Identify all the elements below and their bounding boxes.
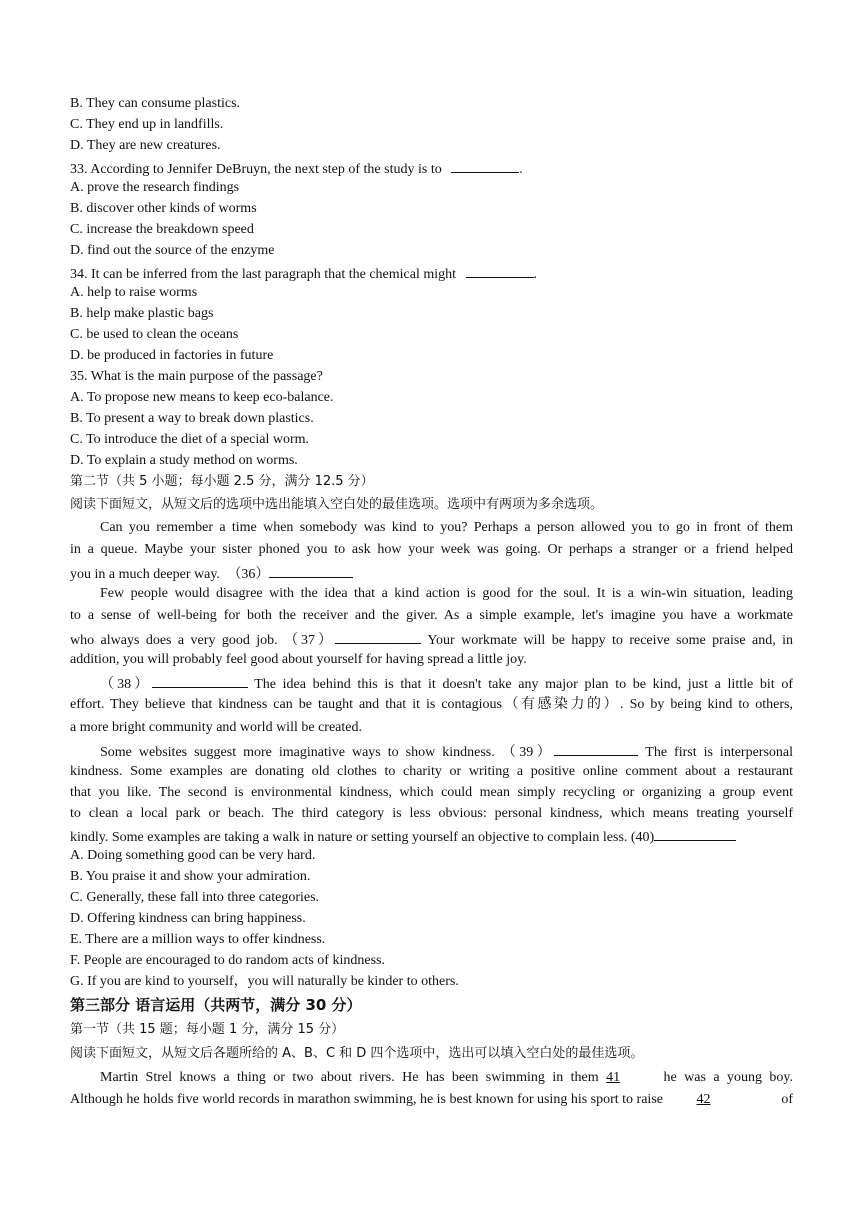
- q33-option-c[interactable]: C. increase the breakdown speed: [70, 222, 254, 237]
- blank-38-number: （38）: [100, 677, 152, 692]
- passage-p3-line1: [100, 673, 793, 694]
- passage-p3-line2: effort. They believe that kindness can be taught and that it is contagious（有感染力的）. So by being kind to others,: [70, 697, 793, 712]
- section2-title: 第二节（共 5 小题；每小题 2.5 分，满分 12.5 分）: [70, 474, 374, 489]
- passage-p1-line1: Can you remember a time when somebody was kind to you? Perhaps a person allowed you to go in front of them: [100, 520, 793, 535]
- q33-stem-text: 33. According to Jennifer DeBruyn, the next step of the study is to: [70, 162, 442, 177]
- q33-option-a[interactable]: A. prove the research findings: [70, 180, 240, 195]
- q34-option-d[interactable]: D. be produced in factories in future: [70, 348, 274, 363]
- q35-option-c[interactable]: C. To introduce the diet of a special worm.: [70, 432, 310, 447]
- q35-option-a[interactable]: A. To propose new means to keep eco-balance.: [70, 390, 334, 405]
- part3-instruction: 阅读下面短文，从短文后各题所给的 A、B、C 和 D 四个选项中，选出可以填入空白处的最佳选项。: [70, 1046, 644, 1061]
- passage-p2-line3: [70, 629, 793, 650]
- section2-option-e[interactable]: E. There are a million ways to offer kindness.: [70, 932, 326, 947]
- part3-passage-line2a: Although he holds five world records in marathon swimming, he is best known for using his sport to raise: [70, 1092, 663, 1107]
- blank-36[interactable]: [269, 563, 353, 578]
- blank-42[interactable]: 42: [696, 1092, 711, 1107]
- q34-stem-text: 34. It can be inferred from the last paragraph that the chemical might: [70, 267, 457, 282]
- blank-38[interactable]: [152, 673, 248, 688]
- blank-36-number: （36）: [227, 567, 270, 582]
- section2-option-b[interactable]: B. You praise it and show your admiration.: [70, 869, 311, 884]
- passage-p3-line3: a more bright community and world will be created.: [70, 720, 362, 735]
- part3-passage-line2: [70, 1091, 793, 1109]
- passage-p4-line1: [100, 741, 793, 762]
- passage-p4-line5: [70, 826, 736, 847]
- q34-stem: [70, 263, 537, 284]
- q32-option-d[interactable]: D. They are new creatures.: [70, 138, 221, 153]
- q32-option-b[interactable]: B. They can consume plastics.: [70, 96, 241, 111]
- section2-option-f[interactable]: F. People are encouraged to do random acts of kindness.: [70, 953, 385, 968]
- passage-p4-line3: that you like. The second is environmental kindness, which could mean simply recycling or organizing a group event: [70, 785, 793, 800]
- passage-p4-line1b: The first is interpersonal: [645, 745, 794, 760]
- part3-passage-line1b: he was a young boy.: [663, 1070, 794, 1085]
- passage-p1-line3: [70, 563, 353, 584]
- part3-passage-line2b: of: [781, 1092, 793, 1107]
- section2-option-g[interactable]: G. If you are kind to yourself，you will naturally be kinder to others.: [70, 974, 459, 989]
- q35-option-b[interactable]: B. To present a way to break down plastics.: [70, 411, 314, 426]
- blank-39-number: （39）: [501, 745, 555, 760]
- section2-option-d[interactable]: D. Offering kindness can bring happiness.: [70, 911, 306, 926]
- passage-p2-line4: addition, you will probably feel good about yourself for having spread a little joy.: [70, 652, 527, 667]
- q33-stem: [70, 158, 523, 179]
- q33-option-b[interactable]: B. discover other kinds of worms: [70, 201, 257, 216]
- part3-passage-line1: [100, 1069, 793, 1087]
- q33-stem-end: .: [519, 162, 523, 177]
- q34-option-c[interactable]: C. be used to clean the oceans: [70, 327, 239, 342]
- passage-p1-line3-text: you in a much deeper way.: [70, 567, 220, 582]
- blank-37-number: （37）: [284, 633, 335, 648]
- q33-answer-blank[interactable]: [451, 158, 519, 173]
- q33-option-d[interactable]: D. find out the source of the enzyme: [70, 243, 275, 258]
- passage-p3-line1b: The idea behind this is that it doesn't take any major plan to be kind, just a little bit of: [254, 677, 794, 692]
- part3-sub-title: 第一节（共 15 题；每小题 1 分，满分 15 分）: [70, 1022, 345, 1037]
- q35-option-d[interactable]: D. To explain a study method on worms.: [70, 453, 298, 468]
- blank-39[interactable]: [554, 741, 638, 756]
- passage-p2-line3a: who always does a very good job.: [70, 633, 278, 648]
- q34-option-a[interactable]: A. help to raise worms: [70, 285, 198, 300]
- passage-p4-line4: to clean a local park or beach. The third category is less obvious: personal kindness, which means treating yourself: [70, 806, 793, 821]
- blank-41[interactable]: 41: [606, 1070, 621, 1085]
- q34-answer-blank[interactable]: [466, 263, 534, 278]
- q34-option-b[interactable]: B. help make plastic bags: [70, 306, 214, 321]
- passage-p2-line2: to a sense of well-being for both the receiver and the giver. As a simple example, let's imagine you have a workmate: [70, 608, 793, 623]
- passage-p4-line1a: Some websites suggest more imaginative ways to show kindness.: [100, 745, 495, 760]
- blank-40-number: (40): [630, 830, 655, 845]
- section2-option-c[interactable]: C. Generally, these fall into three categories.: [70, 890, 320, 905]
- q35-stem: 35. What is the main purpose of the passage?: [70, 369, 323, 384]
- section2-instruction: 阅读下面短文，从短文后的选项中选出能填入空白处的最佳选项。选项中有两项为多余选项。: [70, 497, 604, 512]
- section2-option-a[interactable]: A. Doing something good can be very hard.: [70, 848, 316, 863]
- q32-option-c[interactable]: C. They end up in landfills.: [70, 117, 224, 132]
- passage-p1-line2: in a queue. Maybe your sister phoned you to ask how your week was going. Or perhaps a stranger or a friend helped: [70, 542, 793, 557]
- passage-p2-line1: Few people would disagree with the idea that a kind action is good for the soul. It is a win-win situation, leading: [100, 586, 793, 601]
- part3-title: 第三部分 语言运用（共两节，满分 30 分）: [70, 996, 362, 1014]
- passage-p2-line3b: Your workmate will be happy to receive some praise and, in: [427, 633, 794, 648]
- q34-stem-end: .: [533, 267, 538, 282]
- part3-passage-line1a: Martin Strel knows a thing or two about rivers. He has been swimming in them: [100, 1070, 599, 1085]
- passage-p4-line2: kindness. Some examples are donating old clothes to charity or writing a positive online comment about a restaurant: [70, 764, 793, 779]
- blank-37[interactable]: [335, 629, 421, 644]
- blank-40[interactable]: [654, 826, 736, 841]
- passage-p4-line5-text: kindly. Some examples are taking a walk in nature or setting yourself an objective to complain less.: [70, 830, 628, 845]
